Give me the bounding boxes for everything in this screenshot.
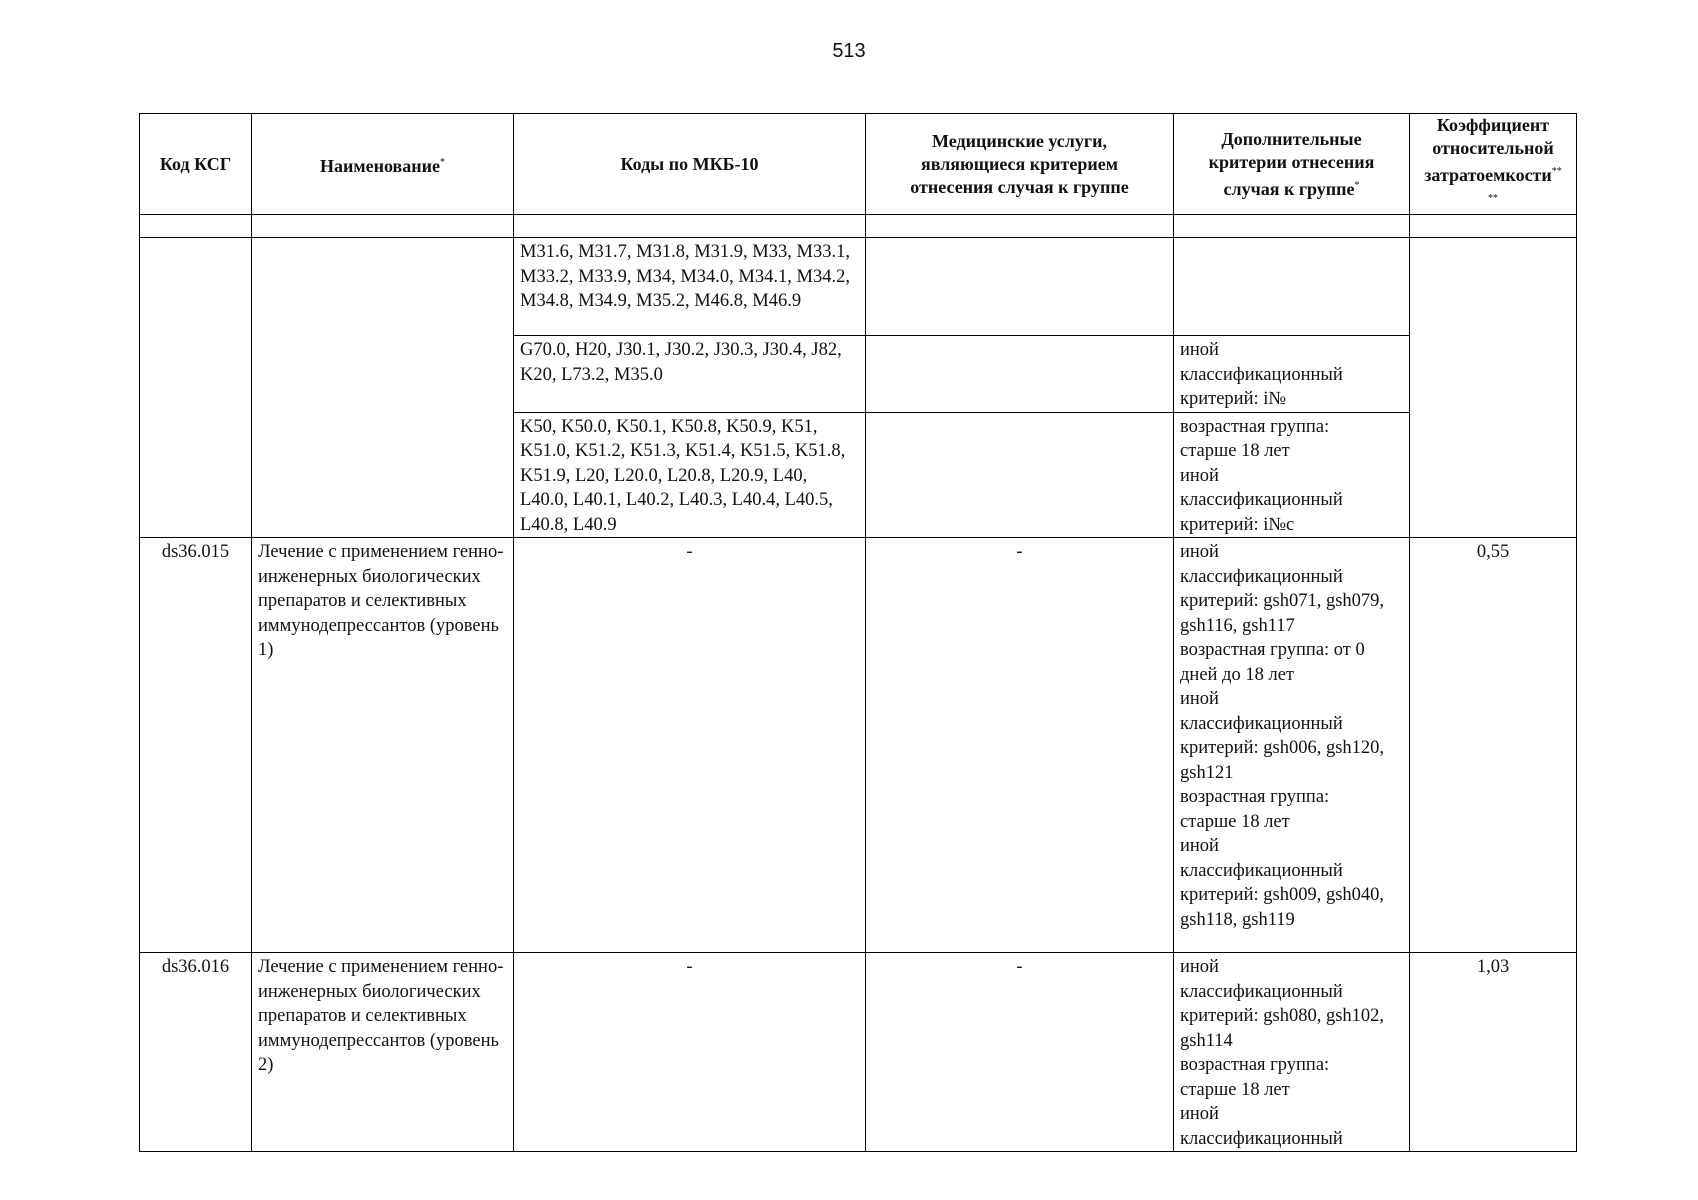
icd-cell: G70.0, H20, J30.1, J30.2, J30.3, J30.4, J82, K20, L73.2, M35.0 — [514, 336, 866, 413]
spacer-cell — [866, 215, 1174, 238]
header-row — [140, 114, 1577, 215]
spacer-cell — [1174, 215, 1410, 238]
criteria-cell: иной классификационный критерий: i№ — [1174, 336, 1410, 413]
coef-cell: 0,55 — [1410, 538, 1577, 953]
header-code: Код КСГ — [140, 114, 252, 215]
services-cell: - — [866, 538, 1174, 953]
coef-cell — [1410, 238, 1577, 538]
code-cell: ds36.016 — [140, 953, 252, 1152]
header-criteria: Дополнительные критерии отнесения случая к группе* — [1174, 114, 1410, 215]
header-services: Медицинские услуги, являющиеся критерием отнесения случая к группе — [866, 114, 1174, 215]
services-cell — [866, 412, 1174, 538]
criteria-cell: иной классификационный критерий: gsh071, gsh079, gsh116, gsh117 возрастная группа: от 0 дней до 18 лет иной классификационный критерий: gsh006, gsh120, gsh121 возрастная группа: старше 18 лет иной классификационный критерий: gsh009, gsh040, gsh118, gsh119 — [1174, 538, 1410, 953]
icd-cell: K50, K50.0, K50.1, K50.8, K50.9, K51, K51.0, K51.2, K51.3, K51.4, K51.5, K51.8, K51.9, L20, L20.0, L20.8, L20.9, L40, L40.0, L40.1, L40.2, L40.3, L40.4, L40.5, L40.8, L40.9 — [514, 412, 866, 538]
header-coef: Коэффициент относительной затратоемкости** ** — [1410, 114, 1577, 215]
services-cell — [866, 238, 1174, 336]
table-row — [140, 953, 1577, 1152]
name-cell: Лечение с применением генно-инженерных биологических препаратов и селективных иммунодепрессантов (уровень 1) — [252, 538, 514, 953]
icd-cell: M31.6, M31.7, M31.8, M31.9, M33, M33.1, M33.2, M33.9, M34, M34.0, M34.1, M34.2, M34.8, M34.9, M35.2, M46.8, M46.9 — [514, 238, 866, 336]
name-cell: Лечение с применением генно-инженерных биологических препаратов и селективных иммунодепрессантов (уровень 2) — [252, 953, 514, 1152]
table-row — [140, 238, 1577, 336]
coef-cell: 1,03 — [1410, 953, 1577, 1152]
criteria-cell: иной классификационный критерий: gsh080, gsh102, gsh114 возрастная группа: старше 18 лет иной классификационный — [1174, 953, 1410, 1152]
criteria-cell: возрастная группа: старше 18 лет иной классификационный критерий: i№c — [1174, 412, 1410, 538]
page-number: 513 — [832, 40, 866, 62]
header-icd: Коды по МКБ-10 — [514, 114, 866, 215]
name-cell — [252, 238, 514, 538]
header-name: Наименование* — [252, 114, 514, 215]
criteria-cell — [1174, 238, 1410, 336]
table-row — [140, 538, 1577, 953]
ksg-table — [139, 113, 1577, 1152]
code-cell — [140, 238, 252, 538]
code-cell: ds36.015 — [140, 538, 252, 953]
spacer-cell — [252, 215, 514, 238]
spacer-cell — [1410, 215, 1577, 238]
icd-cell: - — [514, 953, 866, 1152]
spacer-cell — [140, 215, 252, 238]
spacer-cell — [514, 215, 866, 238]
services-cell — [866, 336, 1174, 413]
column-number-row — [140, 215, 1577, 238]
services-cell: - — [866, 953, 1174, 1152]
icd-cell: - — [514, 538, 866, 953]
footnote-mark: ** — [1488, 193, 1498, 204]
footnote-mark: * — [440, 156, 445, 168]
footnote-mark: ** — [1551, 166, 1562, 177]
footnote-mark: * — [1354, 179, 1360, 191]
